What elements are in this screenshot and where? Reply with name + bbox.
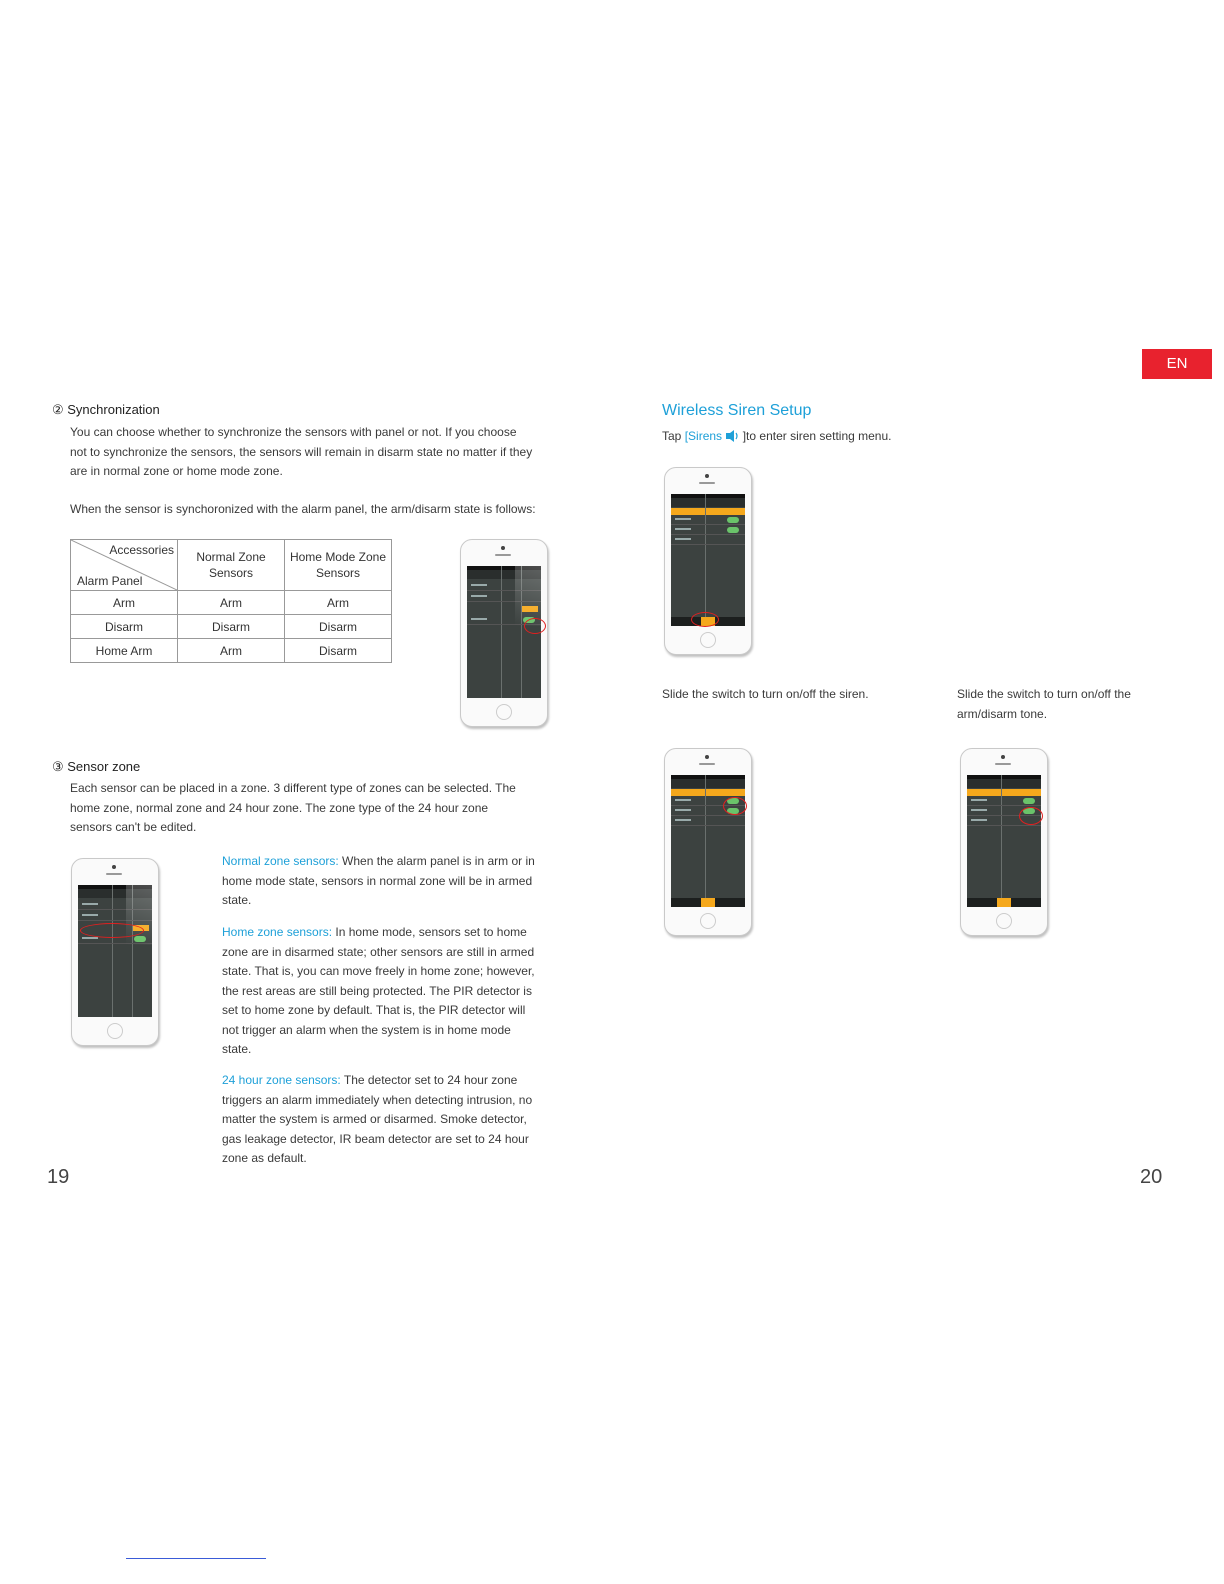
sync-intro: When the sensor is synchoronized with the alarm panel, the arm/disarm state is follows: [70,502,536,516]
page-number-left: 19 [47,1166,70,1188]
language-badge: EN [1142,349,1212,379]
table-row: Disarm Disarm Disarm [71,615,392,639]
sync-state-table [70,539,392,663]
table-header-normal: Normal Zone Sensors [178,540,285,591]
phone-screenshot-tone-switch [960,748,1048,936]
table-corner-cell: Accessories Alarm Panel [71,540,178,591]
siren-heading: Wireless Siren Setup [662,402,812,419]
sync-heading: ② Synchronization [52,402,160,417]
siren-instruction: Tap [Sirens ]to enter siren setting menu. [662,429,892,443]
phone-screenshot-sync [460,539,548,727]
page-number-right: 20 [1140,1166,1163,1188]
footer-link-underline [126,1558,266,1559]
siren-icon [725,430,739,442]
phone-screenshot-siren-menu [664,467,752,655]
caption-siren-switch: Slide the switch to turn on/off the siren. [662,687,869,701]
home-zone-text: Home zone sensors: In home mode, sensors set to home zone are in disarmed state; other sensors are still in armed state. That is, you can move freely in home zone; however, the rest areas are still being protected. The PIR detector is set to home zone by default. That is, the PIR detector will not trigger an alarm when the system is in home mode state. [222,925,535,1056]
zone-heading: ③ Sensor zone [52,759,141,774]
h24-zone-text: 24 hour zone sensors: The detector set to 24 hour zone triggers an alarm immediately when detecting intrusion, no matter the system is armed or disarmed. Smoke detector, gas leakage detector, IR beam detector are set to 24 hour zone as default. [222,1073,533,1165]
zone-description: Each sensor can be placed in a zone. 3 different type of zones can be selected. The home zone, normal zone and 24 hour zone. The zone type of the 24 hour zone sensors can't be edited. [70,781,516,834]
table-row: Home Arm Arm Disarm [71,639,392,663]
table-header-home: Home Mode Zone Sensors [285,540,392,591]
sync-description: You can choose whether to synchronize the sensors with panel or not. If you choose not to synchronize the sensors, the sensors will remain in disarm state no matter if they are in normal zone or home mode zone. [70,425,533,478]
phone-screenshot-zone [71,858,159,1046]
caption-tone-switch: Slide the switch to turn on/off the arm/disarm tone. [957,687,1131,721]
table-row: Arm Arm Arm [71,591,392,615]
normal-zone-text: Normal zone sensors: When the alarm panel is in arm or in home mode state, sensors in normal zone will be in armed state. [222,854,535,907]
phone-screenshot-siren-switch [664,748,752,936]
